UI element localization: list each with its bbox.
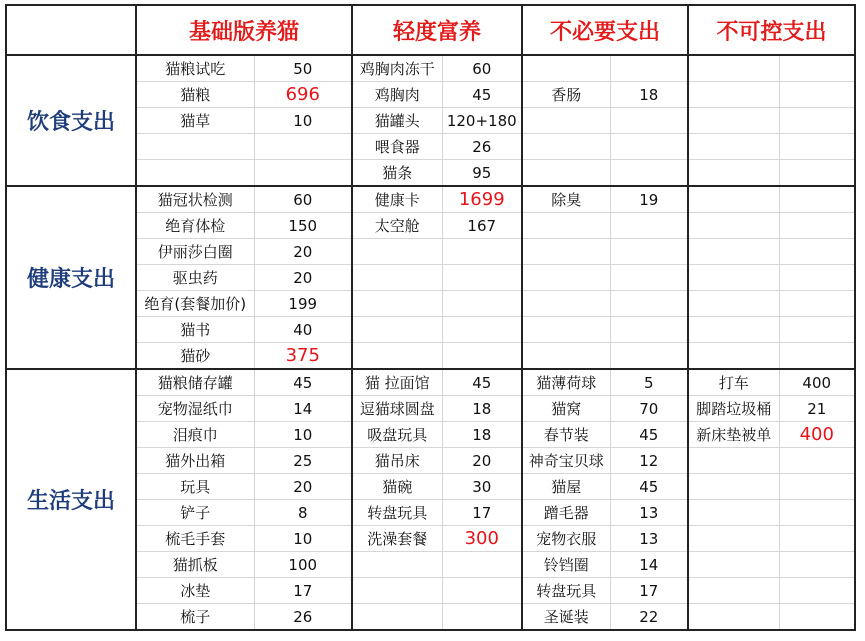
item-name-cell[interactable] (352, 552, 442, 578)
item-name-cell[interactable] (688, 82, 779, 108)
section-label[interactable]: 健康支出 (6, 186, 136, 369)
item-value-cell[interactable] (779, 448, 855, 474)
item-value-cell[interactable]: 70 (610, 396, 688, 422)
table-row (6, 55, 855, 82)
column-header[interactable]: 轻度富养 (352, 5, 522, 55)
item-name-cell[interactable]: 驱虫药 (136, 265, 254, 291)
item-name-cell[interactable] (688, 186, 779, 213)
item-name-cell[interactable]: 打车 (688, 369, 779, 396)
item-value-cell[interactable]: 40 (254, 317, 352, 343)
item-value-cell[interactable] (779, 82, 855, 108)
item-name-cell[interactable]: 铲子 (136, 500, 254, 526)
item-name-cell[interactable]: 梳子 (136, 604, 254, 631)
item-name-cell[interactable]: 铃铛圈 (522, 552, 610, 578)
item-value-cell[interactable]: 20 (254, 474, 352, 500)
item-name-cell[interactable]: 泪痕巾 (136, 422, 254, 448)
item-name-cell[interactable]: 神奇宝贝球 (522, 448, 610, 474)
item-name-cell[interactable] (688, 448, 779, 474)
item-name-cell[interactable] (522, 317, 610, 343)
item-name-cell[interactable]: 健康卡 (352, 186, 442, 213)
column-header[interactable]: 不必要支出 (522, 5, 688, 55)
item-name-cell[interactable] (688, 213, 779, 239)
item-name-cell[interactable] (522, 239, 610, 265)
item-value-cell[interactable]: 100 (254, 552, 352, 578)
column-header[interactable]: 基础版养猫 (136, 5, 352, 55)
table-row (6, 186, 855, 213)
item-name-cell[interactable] (688, 343, 779, 370)
item-value-cell[interactable] (779, 552, 855, 578)
item-name-cell[interactable]: 猫冠状检测 (136, 186, 254, 213)
item-name-cell[interactable]: 转盘玩具 (522, 578, 610, 604)
item-value-cell[interactable] (779, 578, 855, 604)
item-name-cell[interactable]: 猫抓板 (136, 552, 254, 578)
item-value-cell[interactable]: 10 (254, 526, 352, 552)
item-value-cell[interactable]: 5 (610, 369, 688, 396)
item-name-cell[interactable]: 猫 拉面馆 (352, 369, 442, 396)
item-name-cell[interactable]: 宠物衣服 (522, 526, 610, 552)
item-name-cell[interactable] (352, 239, 442, 265)
item-value-cell[interactable] (779, 526, 855, 552)
item-value-cell[interactable]: 199 (254, 291, 352, 317)
item-name-cell[interactable] (352, 317, 442, 343)
item-value-cell[interactable] (610, 317, 688, 343)
item-name-cell[interactable]: 新床垫被单 (688, 422, 779, 448)
item-value-cell[interactable]: 19 (610, 186, 688, 213)
item-value-cell[interactable] (442, 265, 522, 291)
item-name-cell[interactable] (688, 500, 779, 526)
item-value-cell[interactable] (610, 239, 688, 265)
item-name-cell[interactable]: 猫粮试吃 (136, 55, 254, 82)
item-name-cell[interactable]: 猫砂 (136, 343, 254, 370)
item-name-cell[interactable]: 鸡胸肉 (352, 82, 442, 108)
item-value-cell[interactable]: 21 (779, 396, 855, 422)
item-name-cell[interactable]: 猫碗 (352, 474, 442, 500)
item-value-cell[interactable] (779, 55, 855, 82)
item-name-cell[interactable]: 圣诞装 (522, 604, 610, 631)
item-value-cell[interactable]: 22 (610, 604, 688, 631)
item-value-cell[interactable] (779, 474, 855, 500)
item-value-cell[interactable] (779, 134, 855, 160)
item-value-cell[interactable]: 17 (442, 500, 522, 526)
item-value-cell[interactable] (779, 213, 855, 239)
item-name-cell[interactable] (352, 291, 442, 317)
item-value-cell[interactable]: 14 (610, 552, 688, 578)
item-name-cell[interactable] (352, 265, 442, 291)
item-value-cell[interactable]: 20 (442, 448, 522, 474)
item-name-cell[interactable]: 猫外出箱 (136, 448, 254, 474)
item-name-cell[interactable]: 逗猫球圆盘 (352, 396, 442, 422)
column-header[interactable]: 不可控支出 (688, 5, 855, 55)
expense-table (5, 4, 856, 631)
item-name-cell[interactable] (522, 55, 610, 82)
item-name-cell[interactable]: 猫草 (136, 108, 254, 134)
item-value-cell[interactable] (442, 604, 522, 631)
item-name-cell[interactable]: 太空舱 (352, 213, 442, 239)
item-name-cell[interactable]: 香肠 (522, 82, 610, 108)
item-name-cell[interactable] (522, 213, 610, 239)
item-value-cell[interactable] (442, 239, 522, 265)
item-value-cell[interactable]: 13 (610, 500, 688, 526)
item-value-cell[interactable] (779, 108, 855, 134)
item-value-cell[interactable]: 26 (442, 134, 522, 160)
item-name-cell[interactable]: 宠物湿纸巾 (136, 396, 254, 422)
item-value-cell[interactable]: 60 (442, 55, 522, 82)
item-name-cell[interactable]: 鸡胸肉冻干 (352, 55, 442, 82)
item-value-cell[interactable] (442, 343, 522, 370)
item-value-cell[interactable] (442, 578, 522, 604)
item-name-cell[interactable]: 猫窝 (522, 396, 610, 422)
item-value-cell[interactable]: 18 (442, 396, 522, 422)
item-value-cell[interactable]: 17 (610, 578, 688, 604)
item-value-cell[interactable]: 25 (254, 448, 352, 474)
item-value-cell[interactable]: 26 (254, 604, 352, 631)
item-name-cell[interactable]: 春节装 (522, 422, 610, 448)
item-value-cell[interactable] (442, 552, 522, 578)
item-name-cell[interactable] (688, 317, 779, 343)
item-name-cell[interactable]: 猫粮储存罐 (136, 369, 254, 396)
item-name-cell[interactable] (352, 578, 442, 604)
item-value-cell[interactable] (779, 291, 855, 317)
item-value-cell[interactable]: 20 (254, 265, 352, 291)
item-name-cell[interactable] (136, 134, 254, 160)
item-value-cell[interactable] (779, 186, 855, 213)
item-name-cell[interactable]: 脚踏垃圾桶 (688, 396, 779, 422)
item-name-cell[interactable] (688, 55, 779, 82)
item-value-cell[interactable] (779, 160, 855, 187)
item-value-cell[interactable]: 400 (779, 369, 855, 396)
table-row (6, 369, 855, 396)
item-value-cell[interactable] (779, 317, 855, 343)
item-value-cell[interactable] (779, 239, 855, 265)
item-name-cell[interactable] (136, 160, 254, 187)
item-name-cell[interactable]: 喂食器 (352, 134, 442, 160)
item-name-cell[interactable]: 绝育(套餐加价) (136, 291, 254, 317)
item-name-cell[interactable]: 蹭毛器 (522, 500, 610, 526)
item-value-cell[interactable]: 30 (442, 474, 522, 500)
item-name-cell[interactable]: 转盘玩具 (352, 500, 442, 526)
item-name-cell[interactable]: 洗澡套餐 (352, 526, 442, 552)
item-value-cell[interactable]: 8 (254, 500, 352, 526)
item-name-cell[interactable] (688, 474, 779, 500)
item-name-cell[interactable] (688, 239, 779, 265)
item-value-cell[interactable] (442, 317, 522, 343)
item-name-cell[interactable]: 猫书 (136, 317, 254, 343)
item-value-cell[interactable]: 60 (254, 186, 352, 213)
item-name-cell[interactable] (688, 526, 779, 552)
item-value-cell[interactable]: 45 (442, 369, 522, 396)
item-name-cell[interactable] (688, 265, 779, 291)
item-value-cell[interactable]: 10 (254, 422, 352, 448)
item-name-cell[interactable]: 伊丽莎白圈 (136, 239, 254, 265)
item-value-cell[interactable]: 10 (254, 108, 352, 134)
item-name-cell[interactable]: 冰垫 (136, 578, 254, 604)
item-value-cell[interactable] (610, 134, 688, 160)
highlighted-value-cell[interactable]: 300 (442, 526, 522, 552)
item-value-cell[interactable]: 50 (254, 55, 352, 82)
item-value-cell[interactable]: 14 (254, 396, 352, 422)
item-name-cell[interactable] (688, 108, 779, 134)
item-value-cell[interactable] (779, 604, 855, 631)
item-value-cell[interactable] (610, 213, 688, 239)
item-value-cell[interactable]: 45 (610, 474, 688, 500)
item-name-cell[interactable]: 猫罐头 (352, 108, 442, 134)
item-value-cell[interactable]: 150 (254, 213, 352, 239)
item-value-cell[interactable]: 18 (442, 422, 522, 448)
item-name-cell[interactable] (688, 160, 779, 187)
item-value-cell[interactable] (610, 291, 688, 317)
highlighted-value-cell[interactable]: 375 (254, 343, 352, 370)
corner-cell[interactable] (6, 5, 136, 55)
item-name-cell[interactable]: 玩具 (136, 474, 254, 500)
item-value-cell[interactable] (442, 291, 522, 317)
item-value-cell[interactable] (779, 265, 855, 291)
section-label[interactable]: 饮食支出 (6, 55, 136, 186)
item-name-cell[interactable] (688, 291, 779, 317)
item-name-cell[interactable]: 吸盘玩具 (352, 422, 442, 448)
item-name-cell[interactable] (688, 134, 779, 160)
item-name-cell[interactable] (522, 265, 610, 291)
item-name-cell[interactable]: 除臭 (522, 186, 610, 213)
item-name-cell[interactable] (352, 604, 442, 631)
item-name-cell[interactable] (522, 108, 610, 134)
highlighted-value-cell[interactable]: 696 (254, 82, 352, 108)
highlighted-value-cell[interactable]: 1699 (442, 186, 522, 213)
item-name-cell[interactable]: 猫屋 (522, 474, 610, 500)
item-value-cell[interactable] (610, 108, 688, 134)
item-name-cell[interactable] (522, 291, 610, 317)
item-value-cell[interactable] (254, 134, 352, 160)
item-value-cell[interactable]: 12 (610, 448, 688, 474)
item-name-cell[interactable] (688, 604, 779, 631)
item-value-cell[interactable]: 45 (610, 422, 688, 448)
item-name-cell[interactable] (688, 578, 779, 604)
item-value-cell[interactable]: 20 (254, 239, 352, 265)
item-name-cell[interactable]: 绝育体检 (136, 213, 254, 239)
item-value-cell[interactable] (779, 343, 855, 370)
item-value-cell[interactable] (610, 343, 688, 370)
item-name-cell[interactable]: 梳毛手套 (136, 526, 254, 552)
item-value-cell[interactable]: 45 (254, 369, 352, 396)
item-value-cell[interactable] (254, 160, 352, 187)
item-value-cell[interactable] (779, 500, 855, 526)
section-label[interactable]: 生活支出 (6, 369, 136, 630)
item-name-cell[interactable] (688, 552, 779, 578)
item-name-cell[interactable] (352, 343, 442, 370)
item-name-cell[interactable]: 猫粮 (136, 82, 254, 108)
item-value-cell[interactable]: 45 (442, 82, 522, 108)
highlighted-value-cell[interactable]: 400 (779, 422, 855, 448)
item-value-cell[interactable] (610, 55, 688, 82)
item-value-cell[interactable]: 13 (610, 526, 688, 552)
item-value-cell[interactable] (610, 265, 688, 291)
item-name-cell[interactable] (522, 160, 610, 187)
item-value-cell[interactable]: 167 (442, 213, 522, 239)
item-value-cell[interactable]: 17 (254, 578, 352, 604)
item-value-cell[interactable]: 95 (442, 160, 522, 187)
item-value-cell[interactable]: 18 (610, 82, 688, 108)
item-value-cell[interactable] (610, 160, 688, 187)
item-name-cell[interactable]: 猫条 (352, 160, 442, 187)
item-name-cell[interactable] (522, 134, 610, 160)
item-name-cell[interactable] (522, 343, 610, 370)
item-name-cell[interactable]: 猫薄荷球 (522, 369, 610, 396)
item-value-cell[interactable]: 120+180 (442, 108, 522, 134)
item-name-cell[interactable]: 猫吊床 (352, 448, 442, 474)
